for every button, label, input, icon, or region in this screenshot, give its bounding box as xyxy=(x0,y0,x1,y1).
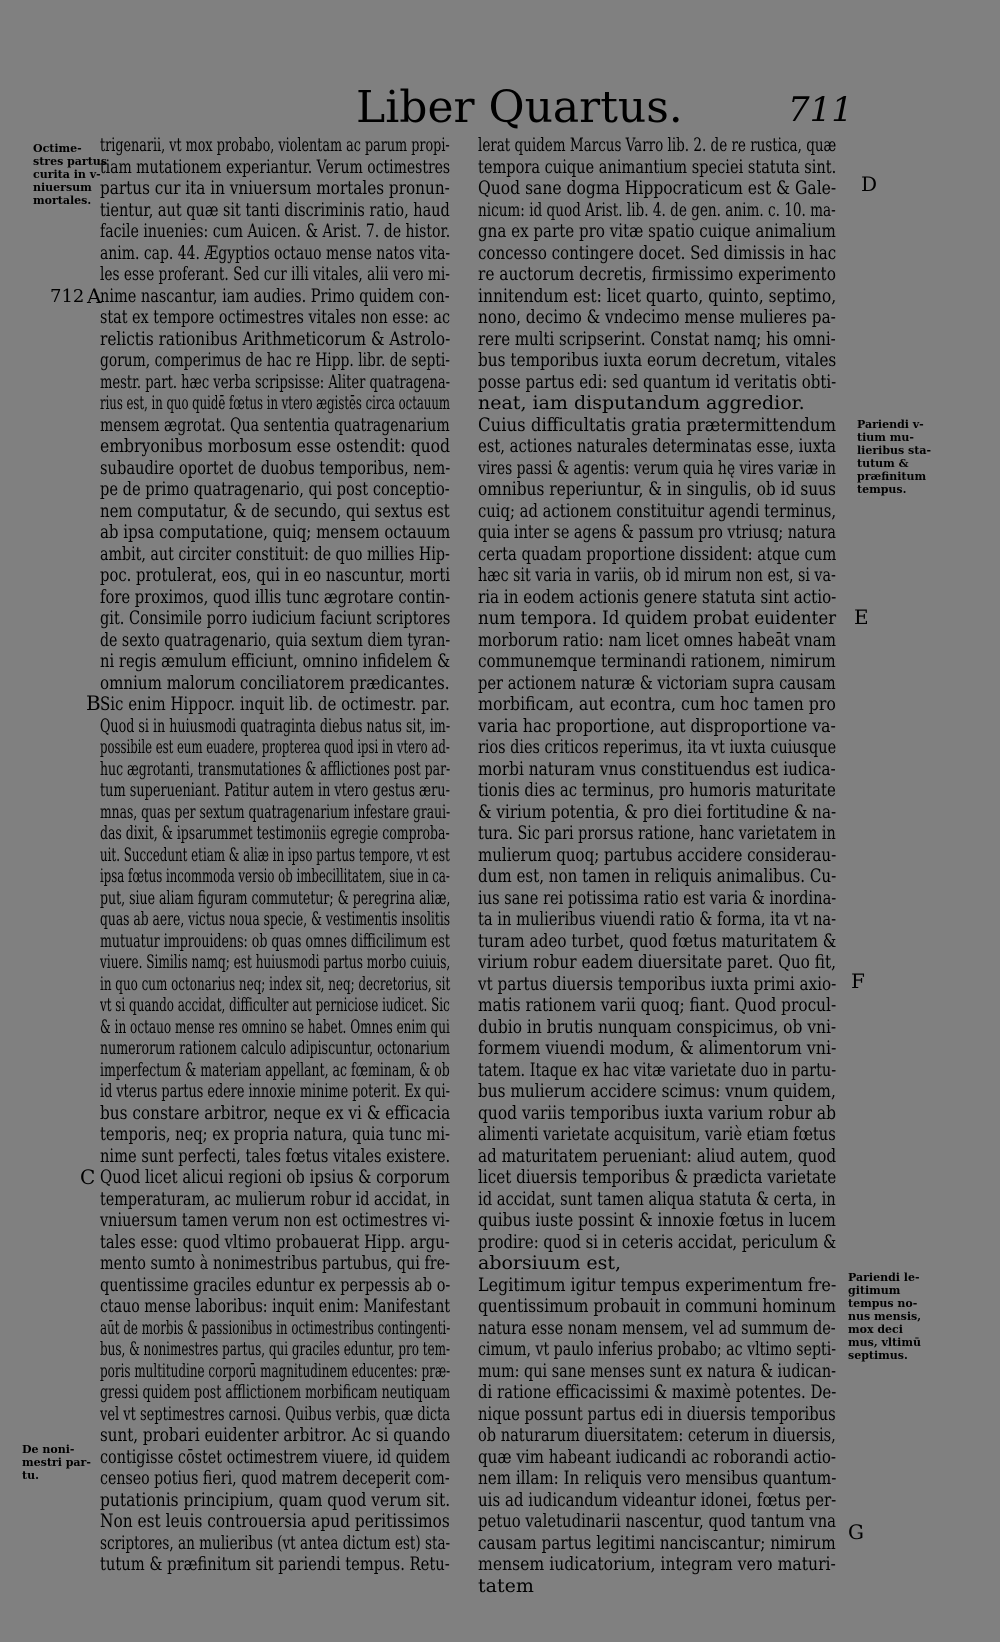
section-letter-f: F xyxy=(851,969,865,993)
margin-note-line: mus, vltimū xyxy=(848,1336,921,1349)
text-line: lerat quidem Marcus Varro lib. 2. de re rustica, quæ xyxy=(478,134,837,156)
section-letter-d: D xyxy=(861,172,878,196)
text-line: uit. Succedunt etiam & aliæ in ipso partus tempore, vt est xyxy=(100,843,450,866)
text-line: cimum, vt paulo inferius probabo; ac vltimo septi- xyxy=(478,1338,837,1360)
margin-note-de-nonimestri xyxy=(22,1443,91,1482)
text-line: gorum, comperimus de hac re Hipp. libr. de septi- xyxy=(100,349,450,371)
text-line: fore proximos, quod illis tunc ægrotare contin- xyxy=(100,585,451,608)
margin-note-line: septimus. xyxy=(848,1349,908,1362)
text-line: quentissimum probauit in communi hominum xyxy=(478,1295,836,1317)
text-line: putationis principium, quam quod verum sit. xyxy=(100,1488,451,1511)
text-line: imperfectum & materiam appellant, ac fœminam, & ob xyxy=(100,1058,450,1081)
text-line: ambit, aut circiter constituit: de quo millies Hip- xyxy=(100,542,450,565)
text-line: facile inuenies: cum Auicen. & Arist. 7. de histor. xyxy=(100,220,451,242)
left-text-column xyxy=(100,135,460,1576)
text-line: hæc sit varia in variis, ob id mirum non est, si va- xyxy=(478,564,836,586)
text-line: & virium potentia, & pro diei fortitudine & na- xyxy=(478,800,837,823)
text-line: rius est, in quo quidē fœtus in vtero ægistēs circa octauum xyxy=(100,392,450,414)
text-line: vel vt septimestres carnosi. Quibus verbis, quæ dicta xyxy=(100,1402,451,1425)
text-line: Quod si in huiusmodi quatraginta diebus natus sit, im- xyxy=(100,714,451,737)
text-line: omnibus reperiuntur, & in singulis, ob id suus xyxy=(478,478,836,500)
text-line: anim. cap. 44. Ægyptios octauo mense natos vita- xyxy=(100,241,451,264)
text-line: huc ægrotanti, transmutationes & afflictiones post par- xyxy=(100,757,451,780)
margin-note-line: tempus no- xyxy=(848,1297,918,1310)
text-line: mutuatur improuidens: ob quas omnes difficilimum est xyxy=(100,929,450,952)
text-line: Cuius difficultatis gratia prætermittendum xyxy=(478,413,837,436)
text-line: posse partus edi: sed quantum id veritatis obti- xyxy=(478,370,837,393)
page-title: Liber Quartus. xyxy=(356,82,683,133)
margin-note-line: De noni- xyxy=(22,1443,75,1456)
text-line: relictis rationibus Arithmeticorum & Astrolo- xyxy=(100,327,451,350)
text-line: tutum & præfinitum sit pariendi tempus. Retu- xyxy=(100,1553,450,1575)
text-line: alimenti varietate acquisitum, variè etiam fœtus xyxy=(478,1123,836,1145)
text-line: di ratione efficacissimi & maximè potentes. De- xyxy=(478,1381,837,1403)
text-line: nime sunt perfecti, tales fœtus vitales existere. xyxy=(100,1144,451,1167)
text-line: dum est, non tamen in reliquis animalibus. Cu- xyxy=(478,865,837,887)
text-line: turam adeo turbet, quod fœtus maturitatem & xyxy=(478,929,837,952)
text-line: bus mulierum accidere scimus: vnum quidem, xyxy=(478,1080,836,1102)
text-line: ob naturarum diuersitatem: ceterum in diuersis, xyxy=(478,1424,836,1446)
text-line: quod variis temporibus iuxta varium robur ab xyxy=(478,1101,837,1124)
text-line: varia hac proportione, aut disproportione va- xyxy=(478,714,836,737)
text-line: mulierum quoq; partubus accidere considerau- xyxy=(478,843,837,866)
text-line: quas ab aere, victus noua specie, & vestimentis insolitis xyxy=(100,908,451,930)
text-line: tientur, aut quæ sit tanti discriminis ratio, haud xyxy=(100,198,450,221)
margin-note-line: mestri par- xyxy=(22,1456,91,1469)
text-line: Legitimum igitur tempus experimentum fre- xyxy=(478,1273,837,1296)
margin-note-line: Octime- xyxy=(33,142,82,155)
text-line: per actionem naturæ & victoriam supra causam xyxy=(478,671,836,694)
text-line: tatem. Itaque ex hac vitæ varietate duo in partu- xyxy=(478,1058,837,1081)
text-line: concesso contingere docet. Sed dimissis in hac xyxy=(478,241,837,264)
text-line: Quod licet alicui regioni ob ipsius & corporum xyxy=(100,1166,450,1188)
text-line: est, actiones naturales determinatas esse, iuxta xyxy=(478,435,836,457)
section-letter-e: E xyxy=(854,605,869,629)
text-line: quia inter se agens & passum pro vtriusq; natura xyxy=(478,521,836,543)
margin-note-line: Pariendi le- xyxy=(848,1271,920,1284)
text-line: petuo valetudinarii nascentur, quod tantum vna xyxy=(478,1510,836,1532)
text-line: omnium malorum conciliatorem prædicantes. xyxy=(100,671,450,694)
text-line: nono, decimo & vndecimo mense mulieres pa- xyxy=(478,306,836,328)
text-line: Sic enim Hippocr. inquit lib. de octimestr. par. xyxy=(100,693,450,715)
text-line: morbi naturam vnus constituendus est iudica- xyxy=(478,757,836,780)
text-line: de sexto quatragenario, quia sextum diem tyran- xyxy=(100,628,451,651)
text-line: nime nascantur, iam audies. Primo quidem con- xyxy=(100,284,450,307)
text-line: in quo cum octonarius neq; index sit, neq; decretorius, sit xyxy=(100,972,451,995)
text-line: embryonibus morbosum esse ostendit: quod xyxy=(100,435,451,457)
text-line: trigenarii, vt mox probabo, violentam ac parum propi- xyxy=(100,134,450,156)
text-line: scriptores, an mulieribus (vt antea dictum est) sta- xyxy=(100,1531,451,1554)
text-line: ipsa fœtus incommoda versio ob imbecillitatem, siue in ca- xyxy=(100,865,450,887)
margin-note-line: nus mensis, xyxy=(848,1310,922,1323)
text-line: innitendum est: licet quarto, quinto, septimo, xyxy=(478,284,837,307)
text-line: ctauo mense laboribus: inquit enim: Manifestant xyxy=(100,1295,451,1317)
margin-note-line: Pariendi v- xyxy=(857,418,924,431)
margin-note-line: præfinitum xyxy=(857,470,927,483)
text-line: num tempora. Id quidem probat euidenter xyxy=(478,607,837,629)
text-line: gressi quidem post afflictionem morbificam neutiquam xyxy=(100,1381,451,1403)
text-line: aūt de morbis & passionibus in octimestribus contingenti- xyxy=(100,1316,451,1339)
text-line: contigisse cōstet octimestrem viuere, id quidem xyxy=(100,1445,451,1468)
text-line: quentissime graciles eduntur ex perpessis ab o- xyxy=(100,1273,451,1296)
text-line: nicum: id quod Arist. lib. 4. de gen. anim. c. 10. ma- xyxy=(478,198,836,221)
text-line: mento sumto à nonimestribus partubus, qui fre- xyxy=(100,1252,451,1274)
text-line: dubio in brutis nunquam conspicimus, ob vni- xyxy=(478,1015,837,1038)
text-line: pe de primo quatragenario, qui post conceptio- xyxy=(100,478,450,500)
text-line: numerorum rationem calculo adipiscuntur, octonarium xyxy=(100,1037,450,1059)
text-line: git. Consimile porro iudicium faciunt scriptores xyxy=(100,607,451,629)
text-line: rere multi scripserint. Constat namq; his omni- xyxy=(478,327,836,350)
text-line: poris multitudine corporū magnitudinem educentes: præ- xyxy=(100,1359,451,1382)
section-letter-a: A xyxy=(87,284,102,308)
text-line: tales esse: quod vltimo probauerat Hipp. argu- xyxy=(100,1230,450,1253)
text-line: id accidat, sunt tamen aliqua statuta & certa, in xyxy=(478,1187,836,1210)
text-line: bus constare arbitror, neque ex vi & efficacia xyxy=(100,1101,451,1124)
text-line: tura. Sic pari prorsus ratione, hanc varietatem in xyxy=(478,822,836,844)
text-line: cuiq; ad actionem constituitur agendi terminus, xyxy=(478,499,837,522)
text-line: nem computatur, & de secundo, qui sextus est xyxy=(100,499,450,522)
margin-note-pariendi-tempus xyxy=(857,418,931,496)
text-line: viuere. Similis namq; est huiusmodi partus morbo cuiuis, xyxy=(100,951,451,973)
text-line: partus cur ita in vniuersum mortales pronun- xyxy=(100,177,450,199)
margin-note-line: tutum & xyxy=(857,457,909,470)
text-line: Quod sane dogma Hippocraticum est & Gale- xyxy=(478,177,837,199)
text-line: mum: qui sane menses sunt ex natura & iudican- xyxy=(478,1359,837,1382)
text-line: tiam mutationem experiantur. Verum octimestres xyxy=(100,155,451,178)
text-line: temperaturam, ac mulierum robur id accidat, in xyxy=(100,1187,450,1210)
text-line: ta in mulieribus viuendi ratio & forma, ita vt na- xyxy=(478,908,837,930)
text-line: natura esse nonam mensem, vel ad summum de- xyxy=(478,1316,836,1339)
text-line: ria in eodem actionis genere statuta sint actio- xyxy=(478,585,837,608)
text-line: quibus iuste possint & innoxie fœtus in lucem xyxy=(478,1209,836,1231)
text-line: Non est leuis controuersia apud peritissimos xyxy=(100,1510,450,1532)
text-line: virium robur eadem diuersitate paret. Quo fit, xyxy=(478,951,837,973)
text-line: certa quadam proportione dissident: atque cum xyxy=(478,542,837,565)
text-line: aborsiuum est, xyxy=(478,1252,622,1274)
page-reference: 712 xyxy=(50,286,85,307)
text-line: neat, iam disputandum aggredior. xyxy=(478,392,805,414)
text-line: vniuersum tamen verum non est octimestres vi- xyxy=(100,1209,450,1231)
text-line: bus temporibus iuxta eorum decretum, vitales xyxy=(478,349,837,371)
section-letter-c: C xyxy=(80,1165,96,1189)
section-letter-b: B xyxy=(86,691,101,715)
text-line: subaudire oportet de duobus temporibus, nem- xyxy=(100,456,451,479)
text-line: mensem ægrotat. Qua sententia quatragenarium xyxy=(100,413,450,436)
text-line: nique possunt partus edi in diuersis temporibus xyxy=(478,1402,836,1425)
text-line: nem illam: In reliquis vero mensibus quantum- xyxy=(478,1467,837,1489)
text-line: re auctorum decretis, firmissimo experimento xyxy=(478,263,836,285)
margin-note-line: lieribus sta- xyxy=(857,444,932,457)
text-line: ius sane rei potissima ratio est varia & inordina- xyxy=(478,886,837,909)
text-line: tum superueniant. Patitur autem in vtero gestus æru- xyxy=(100,779,450,801)
text-line: mnas, quas per sextum quatragenarium infestare graui- xyxy=(100,800,451,823)
text-line: les esse proferant. Sed cur illi vitales, alii vero mi- xyxy=(100,263,450,285)
margin-note-line: stres partus xyxy=(33,155,107,168)
page-number: 711 xyxy=(788,90,853,130)
text-line: tempora cuique animantium speciei statuta sint. xyxy=(478,155,837,178)
text-line: tionis dies ac terminus, pro humoris maturitate xyxy=(478,779,836,801)
text-line: mensem iudicatorium, integram vero maturi- xyxy=(478,1553,836,1575)
margin-note-line: gitimum xyxy=(848,1284,901,1297)
text-line: stat ex tempore octimestres vitales non esse: ac xyxy=(100,306,451,328)
text-line: morbificam, aut econtra, cum hoc tamen pro xyxy=(478,693,836,715)
margin-note-line: tempus. xyxy=(857,483,907,496)
text-line: prodire: quod si in ceteris accidat, periculum & xyxy=(478,1230,837,1253)
text-line: ab ipsa computatione, quiq; mensem octauum xyxy=(100,521,451,543)
text-line: matis rationem varii quoq; fiant. Quod procul- xyxy=(478,994,837,1016)
text-line: censeo potius fieri, quod matrem deceperit com- xyxy=(100,1467,450,1489)
margin-note-line: niuersum xyxy=(33,181,92,194)
text-line: temporis, neq; ex propria natura, quia tunc mi- xyxy=(100,1123,451,1145)
text-line: ad maturitatem perueniant: aliud autem, quod xyxy=(478,1144,837,1167)
text-line: bus, & nonimestres partus, qui graciles eduntur, pro tem- xyxy=(100,1338,450,1360)
section-letter-g: G xyxy=(848,1520,864,1544)
margin-note-line: mox deci xyxy=(848,1323,903,1336)
margin-note-legitimum-tempus xyxy=(848,1271,921,1362)
text-line: licet diuersis temporibus & prædicta varietate xyxy=(478,1166,837,1188)
margin-note-line: tium mu- xyxy=(857,431,914,444)
text-line: quæ vim habeant iudicandi ac roborandi actio- xyxy=(478,1445,837,1468)
text-line: & in octauo mense res omnino se habet. Omnes enim qui xyxy=(100,1015,450,1038)
text-line: mestr. part. hæc verba scripsisse: Aliter quatragena- xyxy=(100,370,451,393)
text-line: das dixit, & ipsarummet testimoniis egregie comproba- xyxy=(100,822,450,844)
margin-note-line: tu. xyxy=(22,1469,39,1482)
right-text-column xyxy=(478,135,853,1597)
text-line: vires passi & agentis: verum quia hę vires variæ in xyxy=(478,456,836,479)
text-line: rios dies criticos reperimus, ita vt iuxta cuiusque xyxy=(478,736,837,758)
text-line: tatem xyxy=(478,1574,534,1597)
margin-note-line: curita in v- xyxy=(33,168,101,181)
text-line: put, siue aliam figuram commutetur; & peregrina aliæ, xyxy=(100,886,451,909)
text-line: sunt, probari euidenter arbitror. Ac si quando xyxy=(100,1424,451,1446)
margin-note-octimestres xyxy=(33,142,107,207)
text-line: formem viuendi modum, & alimentorum vni- xyxy=(478,1037,837,1059)
text-line: uis ad iudicandum videantur idonei, fœtus per- xyxy=(478,1488,837,1511)
text-line: gna ex parte pro vitæ spatio cuique animalium xyxy=(478,220,836,242)
margin-note-line: mortales. xyxy=(33,194,92,207)
text-line: vt si quando accidat, difficulter aut perniciose iudicet. Sic xyxy=(100,994,450,1016)
text-line: ni regis æmulum efficiunt, omnino infidelem & xyxy=(100,650,451,672)
text-line: causam partus legitimi nanciscantur; nimirum xyxy=(478,1531,836,1554)
text-line: poc. protulerat, eos, qui in eo nascuntur, morti xyxy=(100,564,451,586)
text-line: communemque terminandi rationem, nimirum xyxy=(478,650,836,672)
text-line: vt partus diuersis temporibus iuxta primi axio- xyxy=(478,972,837,995)
text-line: morborum ratio: nam licet omnes habeāt vnam xyxy=(478,628,836,651)
text-line: id vterus partus edere innoxie minime poterit. Ex qui- xyxy=(100,1080,450,1102)
text-line: possibile est eum euadere, propterea quod ipsi in vtero ad- xyxy=(100,736,450,758)
